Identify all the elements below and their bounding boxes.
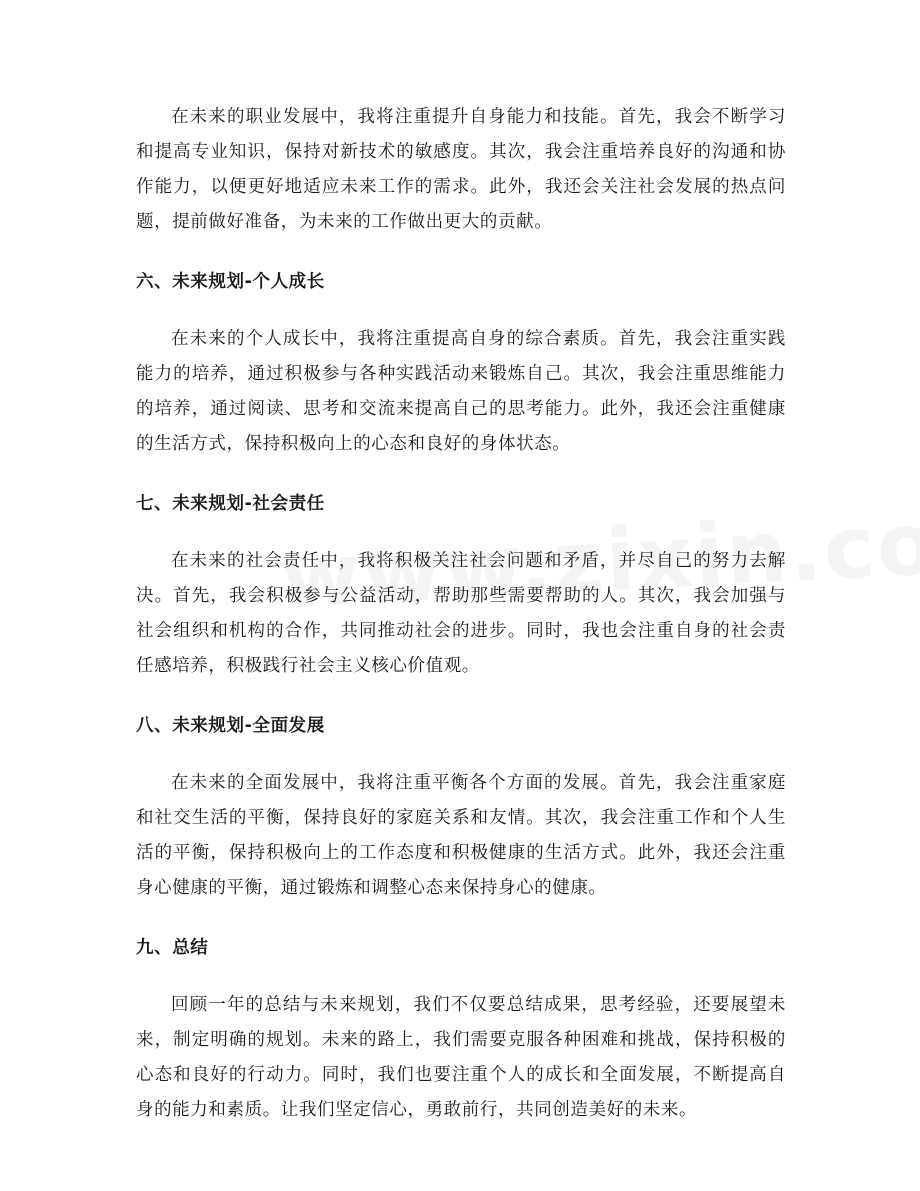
section-paragraph-personal-growth: 在未来的个人成长中，我将注重提高自身的综合素质。首先，我会注重实践能力的培养，通过积极参与各种实践活动来锻炼自己。其次，我会注重思维能力的培养，通过阅读、思考和交流来提高自己的思考能力。此外，我还会注重健康的生活方式，保持积极向上的心态和良好的身体状态。 [136, 329, 786, 454]
document-page [136, 100, 786, 1128]
section-paragraph-comprehensive-development: 在未来的全面发展中，我将注重平衡各个方面的发展。首先，我会注重家庭和社交生活的平衡，保持良好的家庭关系和友情。其次，我会注重工作和个人生活的平衡，保持积极向上的工作态度和积极健康的生活方式。此外，我还会注重身心健康的平衡，通过锻炼和调整心态来保持身心的健康。 [136, 773, 786, 898]
section-paragraph-social-responsibility: 在未来的社会责任中，我将积极关注社会问题和矛盾，并尽自己的努力去解决。首先，我会积极参与公益活动，帮助那些需要帮助的人。其次，我会加强与社会组织和机构的合作，共同推动社会的进步。同时，我也会注重自身的社会责任感培养，积极践行社会主义核心价值观。 [136, 551, 786, 676]
intro-paragraph: 在未来的职业发展中，我将注重提升自身能力和技能。首先，我会不断学习和提高专业知识，保持对新技术的敏感度。其次，我会注重培养良好的沟通和协作能力，以便更好地适应未来工作的需求。此外，我还会关注社会发展的热点问题，提前做好准备，为未来的工作做出更大的贡献。 [136, 107, 786, 232]
section-heading-personal-growth: 六、未来规划-个人成长 [136, 272, 325, 292]
section-heading-summary: 九、总结 [136, 938, 209, 958]
section-heading-social-responsibility: 七、未来规划-社会责任 [136, 494, 325, 514]
section-heading-comprehensive-development: 八、未来规划-全面发展 [136, 716, 325, 736]
section-paragraph-summary: 回顾一年的总结与未来规划，我们不仅要总结成果，思考经验，还要展望未来，制定明确的规划。未来的路上，我们需要克服各种困难和挑战，保持积极的心态和良好的行动力。同时，我们也要注重个人的成长和全面发展，不断提高自身的能力和素质。让我们坚定信心，勇敢前行，共同创造美好的未来。 [136, 995, 786, 1120]
